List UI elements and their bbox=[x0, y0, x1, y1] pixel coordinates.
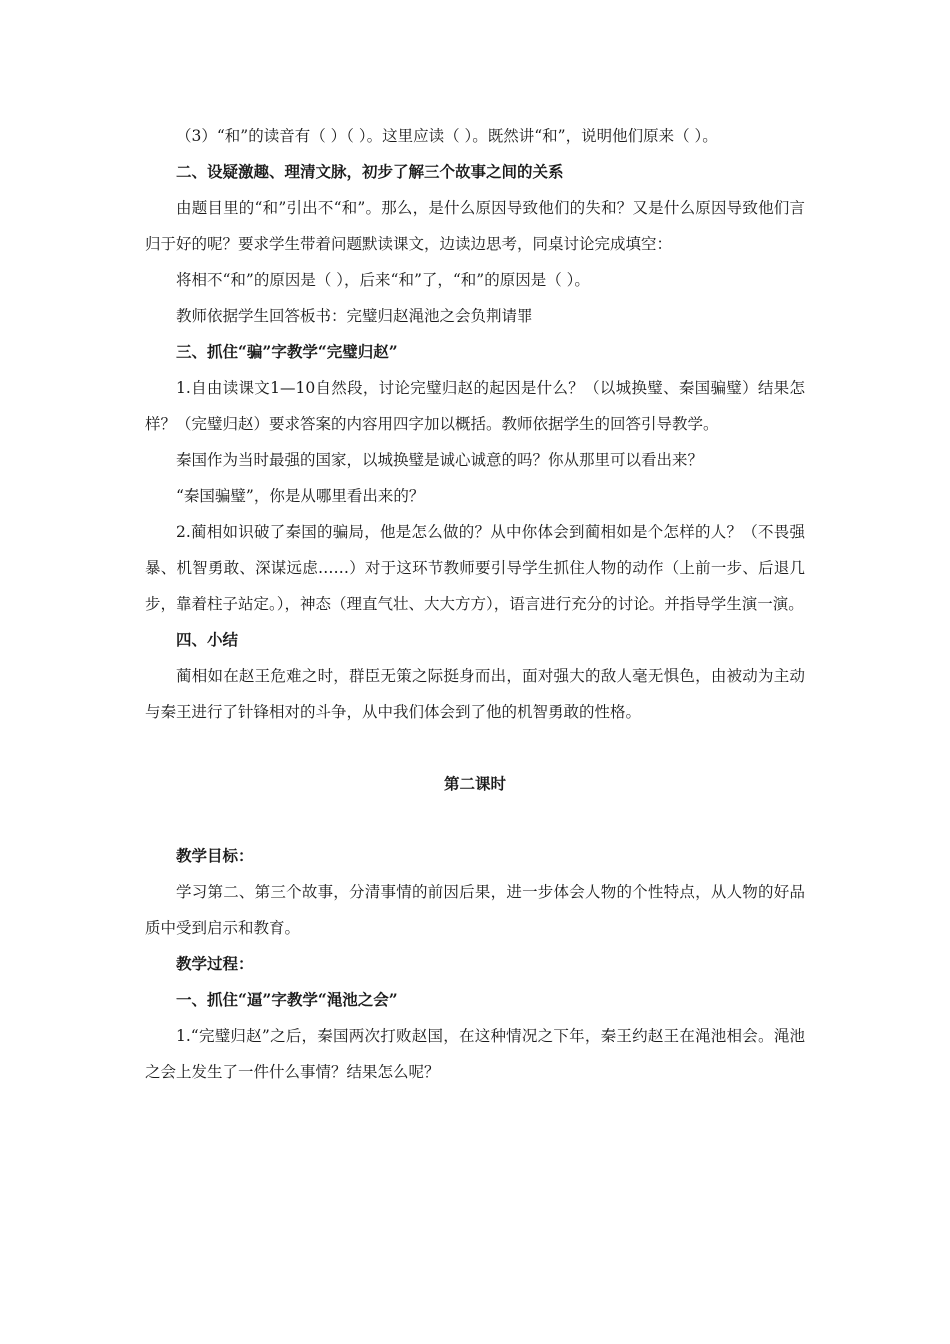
spacer bbox=[145, 802, 805, 838]
heading-section-two: 二、设疑激趣、理清文脉，初步了解三个故事之间的关系 bbox=[176, 162, 564, 181]
spacer bbox=[145, 730, 805, 766]
paragraph-intro-question: 由题目里的“和”引出不“和”。那么，是什么原因导致他们的失和？又是什么原因导致他们言归于好的呢？要求学生带着问题默读课文，边读边思考，同桌讨论完成填空： bbox=[145, 199, 805, 253]
heading-summary: 四、小结 bbox=[176, 630, 239, 649]
lesson-two-title: 第二课时 bbox=[443, 774, 506, 793]
paragraph-read-aloud: 1.自由读课文1—10自然段，讨论完璧归赵的起因是什么？（以城换璧、秦国骗璧）结果怎样？（完璧归赵）要求答案的内容用四字加以概括。教师依据学生的回答引导教学。 bbox=[145, 379, 805, 433]
paragraph-board-writing: 教师依据学生回答板书：完璧归赵渑池之会负荆请罪 bbox=[176, 307, 533, 325]
paragraph-deception-question: “秦国骗璧”，你是从哪里看出来的？ bbox=[176, 487, 425, 505]
paragraph-pronunciation-question: （3）“和”的读音有（ ）（ ）。这里应读（ ）。既然讲“和”，说明他们原来（ ）。 bbox=[176, 127, 718, 145]
paragraph-summary: 蔺相如在赵王危难之时，群臣无策之际挺身而出，面对强大的敌人毫无惧色，由被动为主动与秦王进行了针锋相对的斗争，从中我们体会到了他的机智勇敢的性格。 bbox=[145, 667, 805, 721]
heading-section-one: 一、抓住“逼”字教学“渑池之会” bbox=[176, 990, 398, 1009]
paragraph-sincerity-question: 秦国作为当时最强的国家，以城换璧是诚心诚意的吗？你从那里可以看出来？ bbox=[176, 451, 704, 469]
heading-section-three: 三、抓住“骗”字教学“完璧归赵” bbox=[176, 342, 398, 361]
paragraph-mianchi-meeting: 1.“完璧归赵”之后，秦国两次打败赵国，在这种情况之下年，秦王约赵王在渑池相会。渑池之会上发生了一件什么事情？结果怎么呢？ bbox=[145, 1027, 805, 1081]
heading-teaching-process: 教学过程： bbox=[176, 954, 254, 973]
heading-teaching-goals: 教学目标： bbox=[176, 846, 254, 865]
paragraph-lin-xiangru: 2.蔺相如识破了秦国的骗局，他是怎么做的？从中你体会到蔺相如是个怎样的人？（不畏强暴、机智勇敢、深谋远虑……）对于这环节教师要引导学生抓住人物的动作（上前一步、后退几步，靠着柱子站定。），神态（理直气壮、大大方方），语言进行充分的讨论。并指导学生演一演。 bbox=[145, 523, 805, 613]
document-body bbox=[145, 118, 805, 1090]
paragraph-goals: 学习第二、第三个故事，分清事情的前因后果，进一步体会人物的个性特点，从人物的好品质中受到启示和教育。 bbox=[145, 883, 805, 937]
paragraph-fill-blank: 将相不“和”的原因是（ ），后来“和”了，“和”的原因是（ ）。 bbox=[176, 271, 590, 289]
